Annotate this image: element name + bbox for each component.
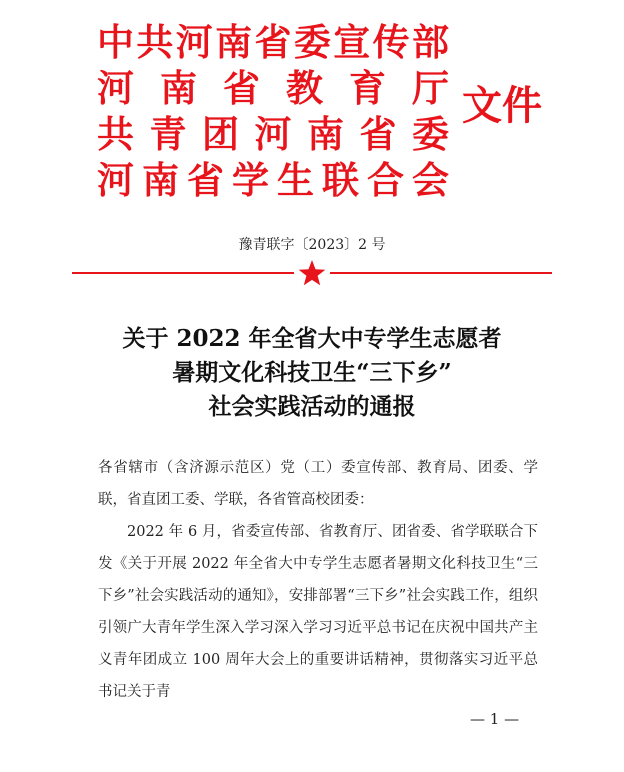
salutation: 各省辖市（含济源示范区）党（工）委宣传部、教育局、团委、学联，省直团工委、学联，各省管高校团委： — [98, 460, 538, 508]
issuer-char: 省 — [187, 159, 224, 202]
issuer-char: 团 — [202, 113, 239, 156]
issuer-char: 教 — [286, 67, 323, 110]
issuer-char: 联 — [322, 159, 359, 202]
issuer-line-4 — [97, 158, 449, 204]
issuer-char: 部 — [412, 21, 449, 64]
issuer-char: 共 — [97, 113, 134, 156]
issuer-char: 河 — [175, 21, 213, 64]
title-line-2: 暑期文化科技卫生“三下乡” — [172, 359, 452, 386]
title-line-3: 社会实践活动的通报 — [208, 393, 416, 420]
red-divider-right — [330, 272, 552, 274]
issuer-char: 委 — [412, 113, 449, 156]
issuer-char: 河 — [97, 67, 134, 110]
issuer-char: 青 — [149, 113, 187, 156]
issuer-char: 河 — [254, 113, 292, 156]
issuer-char: 中 — [97, 21, 134, 64]
issuer-line-3 — [97, 112, 449, 158]
issuer-char: 省 — [254, 21, 292, 64]
document-suffix: 文件 — [462, 83, 542, 129]
issuer-char: 会 — [412, 159, 449, 202]
star-icon — [297, 258, 327, 288]
issuer-char: 南 — [307, 113, 344, 156]
issuer-char: 传 — [372, 21, 410, 64]
issuer-char: 共 — [136, 21, 174, 64]
document-title — [60, 322, 564, 424]
issuer-line-2 — [97, 66, 449, 112]
issuer-block — [97, 20, 449, 204]
issuer-char: 宣 — [333, 21, 371, 64]
issuer-char: 委 — [293, 21, 331, 64]
document-number: 豫青联字〔2023〕2 号 — [238, 237, 386, 253]
issuer-char: 育 — [349, 67, 386, 110]
issuer-char: 省 — [359, 113, 397, 156]
title-line-1: 关于 2022 年全省大中专学生志愿者 — [122, 325, 502, 352]
issuer-char: 南 — [215, 21, 253, 64]
red-divider-left — [72, 272, 294, 274]
body-paragraph: 2022 年 6 月，省委宣传部、省教育厅、团省委、省学联联合下发《关于开展 2022 年全省大中专学生志愿者暑期文化科技卫生“三下乡”社会实践活动的通知》，安排部署“三下乡”社会实践工作，组织引领广大青年学生深入学习深入学习习近平总书记在庆祝中国共产主义青年团成立 100 周年大会上的重要讲话精神，贯彻落实习近平总书记关于青 — [98, 524, 538, 700]
issuer-char: 合 — [367, 159, 404, 202]
issuer-char: 学 — [232, 159, 269, 202]
issuer-char: 厅 — [412, 67, 449, 110]
issuer-char: 生 — [277, 159, 314, 202]
issuer-char: 省 — [223, 67, 260, 110]
issuer-char: 河 — [97, 159, 134, 202]
issuer-line-1 — [97, 20, 449, 66]
issuer-char: 南 — [160, 67, 197, 110]
page-number: — 1 — — [470, 710, 520, 728]
issuer-char: 南 — [142, 159, 179, 202]
